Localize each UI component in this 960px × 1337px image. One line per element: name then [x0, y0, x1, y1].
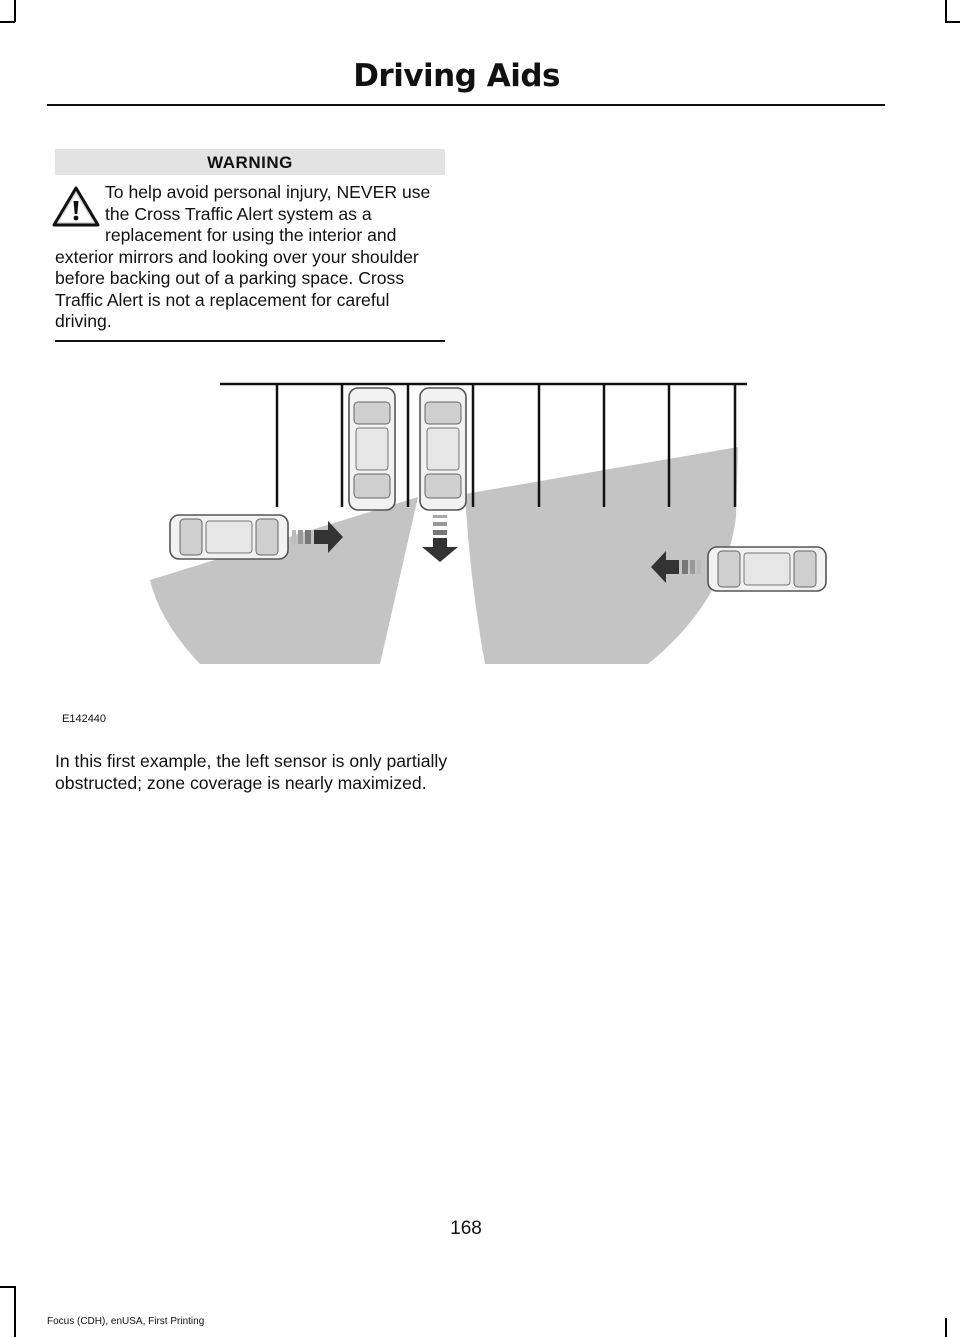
right-sensor-zone [465, 447, 738, 664]
crop-mark-top-right-v [945, 0, 947, 22]
cross-traffic-alert-diagram [140, 372, 840, 672]
parking-lines [220, 384, 747, 507]
parked-car-left [349, 388, 395, 510]
crop-mark-bottom-right-v [945, 1318, 947, 1337]
crop-mark-top-left-v [14, 0, 16, 22]
crop-mark-bottom-left-h [0, 1286, 15, 1288]
warning-bottom-rule [55, 340, 445, 342]
page-header-title: Driving Aids [353, 58, 560, 94]
parked-car-backing [420, 388, 466, 510]
page-number: 168 [450, 1218, 482, 1239]
backing-direction-arrow [422, 515, 458, 562]
body-paragraph: In this first example, the left sensor is only partially obstructed; zone coverage is nearly maximized. [55, 751, 448, 793]
approaching-car-left [170, 515, 288, 559]
approaching-car-right [708, 547, 826, 591]
footer-edition: Focus (CDH), enUSA, First Printing [47, 1316, 205, 1327]
figure-code: E142440 [62, 713, 107, 725]
crop-mark-top-left-h [0, 21, 15, 23]
header-rule [47, 104, 885, 106]
crop-mark-top-right-h [945, 21, 960, 23]
warning-heading: WARNING [55, 149, 445, 175]
warning-text: To help avoid personal injury, NEVER use the Cross Traffic Alert system as a replacement for using the interior and exterior mirrors and looking over your shoulder before backing out of a parking space. Cross Traffic Alert is not a replacement for careful driving. [55, 182, 431, 331]
crop-mark-bottom-left-v [14, 1286, 16, 1337]
